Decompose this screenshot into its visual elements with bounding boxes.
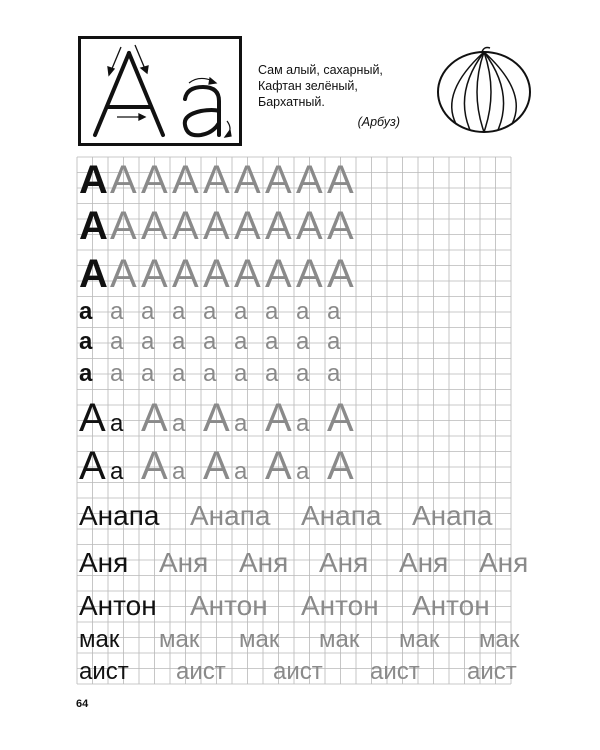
trace-letter-lower: а (203, 298, 217, 325)
trace-word: Аня (319, 547, 369, 578)
trace-letter-lower: а (234, 410, 248, 437)
trace-letter-upper: А (234, 204, 261, 248)
trace-letter-upper: А (172, 158, 199, 202)
trace-word: Аня (79, 547, 129, 578)
trace-letter-lower: а (327, 360, 341, 387)
riddle (258, 62, 408, 130)
trace-letter-upper: А (79, 396, 106, 440)
trace-letter-upper: А (110, 158, 137, 202)
trace-word: мак (239, 626, 280, 653)
trace-letter-lower: а (296, 410, 310, 437)
trace-letter-upper: А (110, 252, 137, 296)
trace-letter-upper: А (327, 444, 354, 488)
riddle-line: Кафтан зелёный, (258, 79, 358, 93)
trace-word: аист (176, 658, 226, 685)
trace-letter-lower: а (79, 298, 93, 325)
trace-word: аист (79, 658, 129, 685)
trace-word: мак (319, 626, 360, 653)
trace-letter-upper: А (265, 396, 292, 440)
trace-letter-upper: А (327, 252, 354, 296)
trace-letter-lower: а (141, 360, 155, 387)
trace-letter-upper: А (203, 444, 230, 488)
watermelon-icon (430, 46, 538, 136)
trace-letter-lower: а (79, 360, 93, 387)
trace-letter-lower: а (296, 458, 310, 485)
trace-letter-upper: А (265, 252, 292, 296)
trace-word: Анапа (301, 500, 382, 531)
trace-letter-upper: А (234, 252, 261, 296)
trace-letter-upper: А (203, 252, 230, 296)
trace-letter-lower: а (234, 298, 248, 325)
riddle-line: Бархатный. (258, 95, 325, 109)
letter-card (78, 36, 242, 146)
trace-letter-upper: А (79, 204, 108, 248)
trace-letter-lower: а (265, 328, 279, 355)
uppercase-a-glyph (95, 53, 163, 135)
trace-letter-upper: А (141, 444, 168, 488)
trace-letter-upper: А (203, 396, 230, 440)
trace-letter-upper: А (296, 204, 323, 248)
trace-word: аист (273, 658, 323, 685)
trace-letter-upper: А (234, 158, 261, 202)
trace-word: Аня (239, 547, 289, 578)
trace-letter-lower: а (172, 298, 186, 325)
trace-word: Антон (190, 590, 268, 621)
trace-letter-upper: А (141, 204, 168, 248)
trace-letter-upper: А (265, 158, 292, 202)
trace-letter-lower: а (296, 360, 310, 387)
trace-letter-lower: а (234, 458, 248, 485)
trace-word: аист (467, 658, 517, 685)
trace-word: Аня (479, 547, 529, 578)
trace-letter-upper: А (327, 396, 354, 440)
trace-letter-lower: а (172, 328, 186, 355)
trace-word: аист (370, 658, 420, 685)
trace-letter-lower: а (110, 360, 124, 387)
trace-letter-upper: А (110, 204, 137, 248)
trace-letter-upper: А (79, 158, 108, 202)
page-number: 64 (76, 698, 89, 710)
trace-word: Аня (159, 547, 209, 578)
lowercase-a-glyph (185, 87, 219, 135)
trace-letter-lower: а (296, 298, 310, 325)
trace-word: мак (159, 626, 200, 653)
trace-letter-lower: а (110, 458, 124, 485)
trace-letter-upper: А (141, 158, 168, 202)
trace-letter-lower: а (296, 328, 310, 355)
trace-word: мак (399, 626, 440, 653)
trace-letter-upper: А (172, 204, 199, 248)
trace-letter-upper: А (172, 252, 199, 296)
trace-letter-lower: а (141, 298, 155, 325)
trace-word: Анапа (190, 500, 271, 531)
trace-letter-lower: а (327, 328, 341, 355)
trace-letter-lower: а (265, 360, 279, 387)
trace-letter-upper: А (203, 158, 230, 202)
trace-word: Анапа (79, 500, 160, 531)
trace-letter-upper: А (141, 396, 168, 440)
trace-word: Антон (412, 590, 490, 621)
trace-letter-lower: а (172, 410, 186, 437)
trace-letter-lower: а (234, 360, 248, 387)
trace-letter-upper: А (79, 252, 108, 296)
trace-letter-lower: а (141, 328, 155, 355)
trace-letter-lower: а (110, 410, 124, 437)
trace-letter-upper: А (327, 204, 354, 248)
riddle-line: Сам алый, сахарный, (258, 63, 383, 77)
trace-letter-lower: а (172, 360, 186, 387)
trace-letter-lower: а (110, 298, 124, 325)
trace-word: Антон (301, 590, 379, 621)
riddle-answer: (Арбуз) (357, 115, 400, 129)
trace-word: Аня (399, 547, 449, 578)
trace-letter-lower: а (110, 328, 124, 355)
letter-a-illustration (81, 39, 239, 143)
trace-word: Анапа (412, 500, 493, 531)
trace-letter-upper: А (79, 444, 106, 488)
trace-letter-lower: а (327, 298, 341, 325)
trace-letter-upper: А (327, 158, 354, 202)
trace-letter-lower: а (172, 458, 186, 485)
trace-letter-lower: а (203, 328, 217, 355)
trace-letter-lower: а (265, 298, 279, 325)
trace-letter-lower: а (79, 328, 93, 355)
trace-letter-upper: А (265, 444, 292, 488)
trace-letter-upper: А (203, 204, 230, 248)
trace-letter-lower: а (203, 360, 217, 387)
trace-word: Антон (79, 590, 157, 621)
trace-letter-upper: А (141, 252, 168, 296)
trace-letter-upper: А (296, 158, 323, 202)
trace-letter-lower: а (234, 328, 248, 355)
trace-letter-upper: А (265, 204, 292, 248)
copybook-grid (77, 157, 529, 687)
trace-letter-upper: А (296, 252, 323, 296)
trace-word: мак (79, 626, 120, 653)
trace-word: мак (479, 626, 520, 653)
